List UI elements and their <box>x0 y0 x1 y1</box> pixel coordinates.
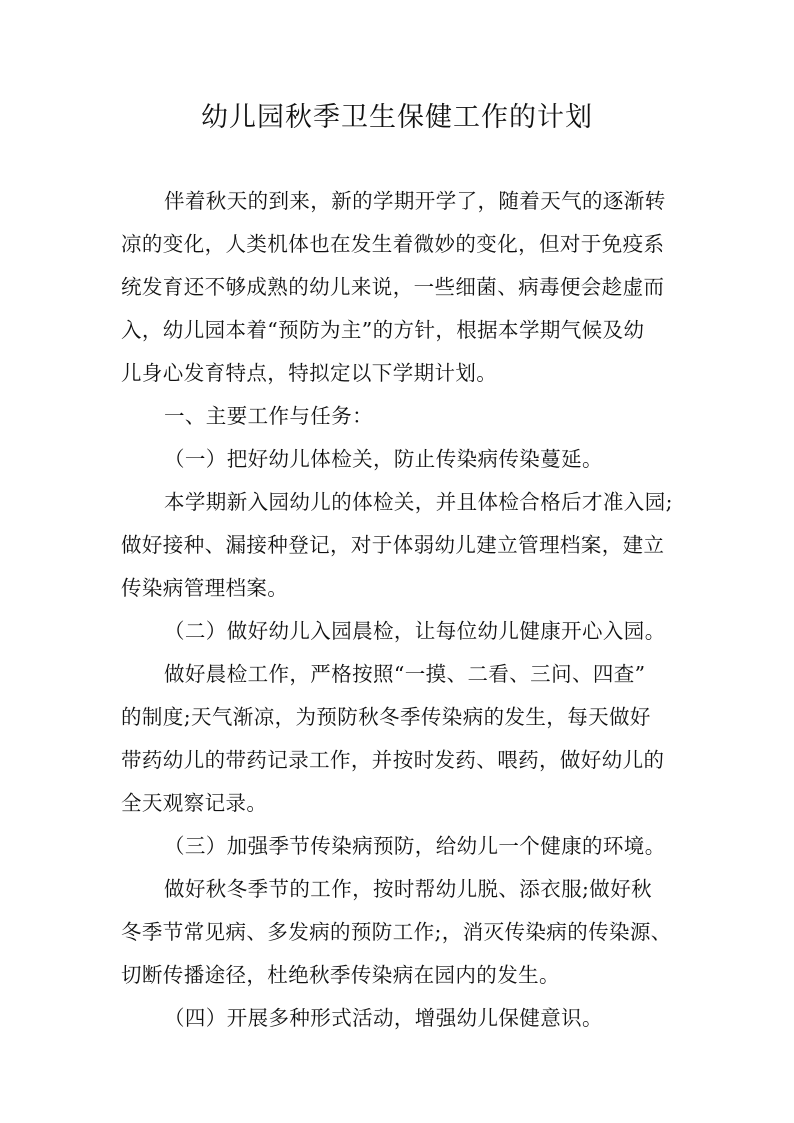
paragraph-line: 入，幼儿园本着“预防为主”的方针，根据本学期气候及幼 <box>121 318 645 342</box>
paragraph-line: 做好晨检工作，严格按照“一摸、二看、三问、四查” <box>164 662 646 686</box>
paragraph-line: 儿身心发育特点，特拟定以下学期计划。 <box>121 361 498 385</box>
subsection-heading: （二）做好幼儿入园晨检，让每位幼儿健康开心入园。 <box>164 619 666 643</box>
paragraph-line: 做好秋冬季节的工作，按时帮幼儿脱、添衣服;做好秋 <box>164 877 653 901</box>
paragraph-line: 全天观察记录。 <box>121 791 268 815</box>
subsection-heading: （一）把好幼儿体检关，防止传染病传染蔓延。 <box>164 447 603 471</box>
subsection-heading: （三）加强季节传染病预防，给幼儿一个健康的环境。 <box>164 834 666 858</box>
paragraph-line: 冬季节常见病、多发病的预防工作;，消灭传染病的传染源、 <box>121 920 672 944</box>
paragraph-line: 的制度;天气渐凉，为预防秋冬季传染病的发生，每天做好 <box>121 705 651 729</box>
paragraph-line: 传染病管理档案。 <box>121 576 289 600</box>
paragraph-line: 带药幼儿的带药记录工作，并按时发药、喂药，做好幼儿的 <box>121 748 665 772</box>
paragraph-line: 统发育还不够成熟的幼儿来说，一些细菌、病毒便会趁虚而 <box>121 275 665 299</box>
paragraph-line: 做好接种、漏接种登记，对于体弱幼儿建立管理档案，建立 <box>121 533 665 557</box>
paragraph-line: 凉的变化，人类机体也在发生着微妙的变化，但对于免疫系 <box>121 232 665 256</box>
paragraph-line: 本学期新入园幼儿的体检关，并且体检合格后才准入园; <box>164 490 673 514</box>
section-heading: 一、主要工作与任务： <box>164 404 373 428</box>
paragraph-line: 伴着秋天的到来，新的学期开学了，随着天气的逐渐转 <box>164 189 666 213</box>
paragraph-line: 切断传播途径，杜绝秋季传染病在园内的发生。 <box>121 963 560 987</box>
document-title: 幼儿园秋季卫生保健工作的计划 <box>201 102 593 133</box>
subsection-heading: （四）开展多种形式活动，增强幼儿保健意识。 <box>164 1006 603 1030</box>
